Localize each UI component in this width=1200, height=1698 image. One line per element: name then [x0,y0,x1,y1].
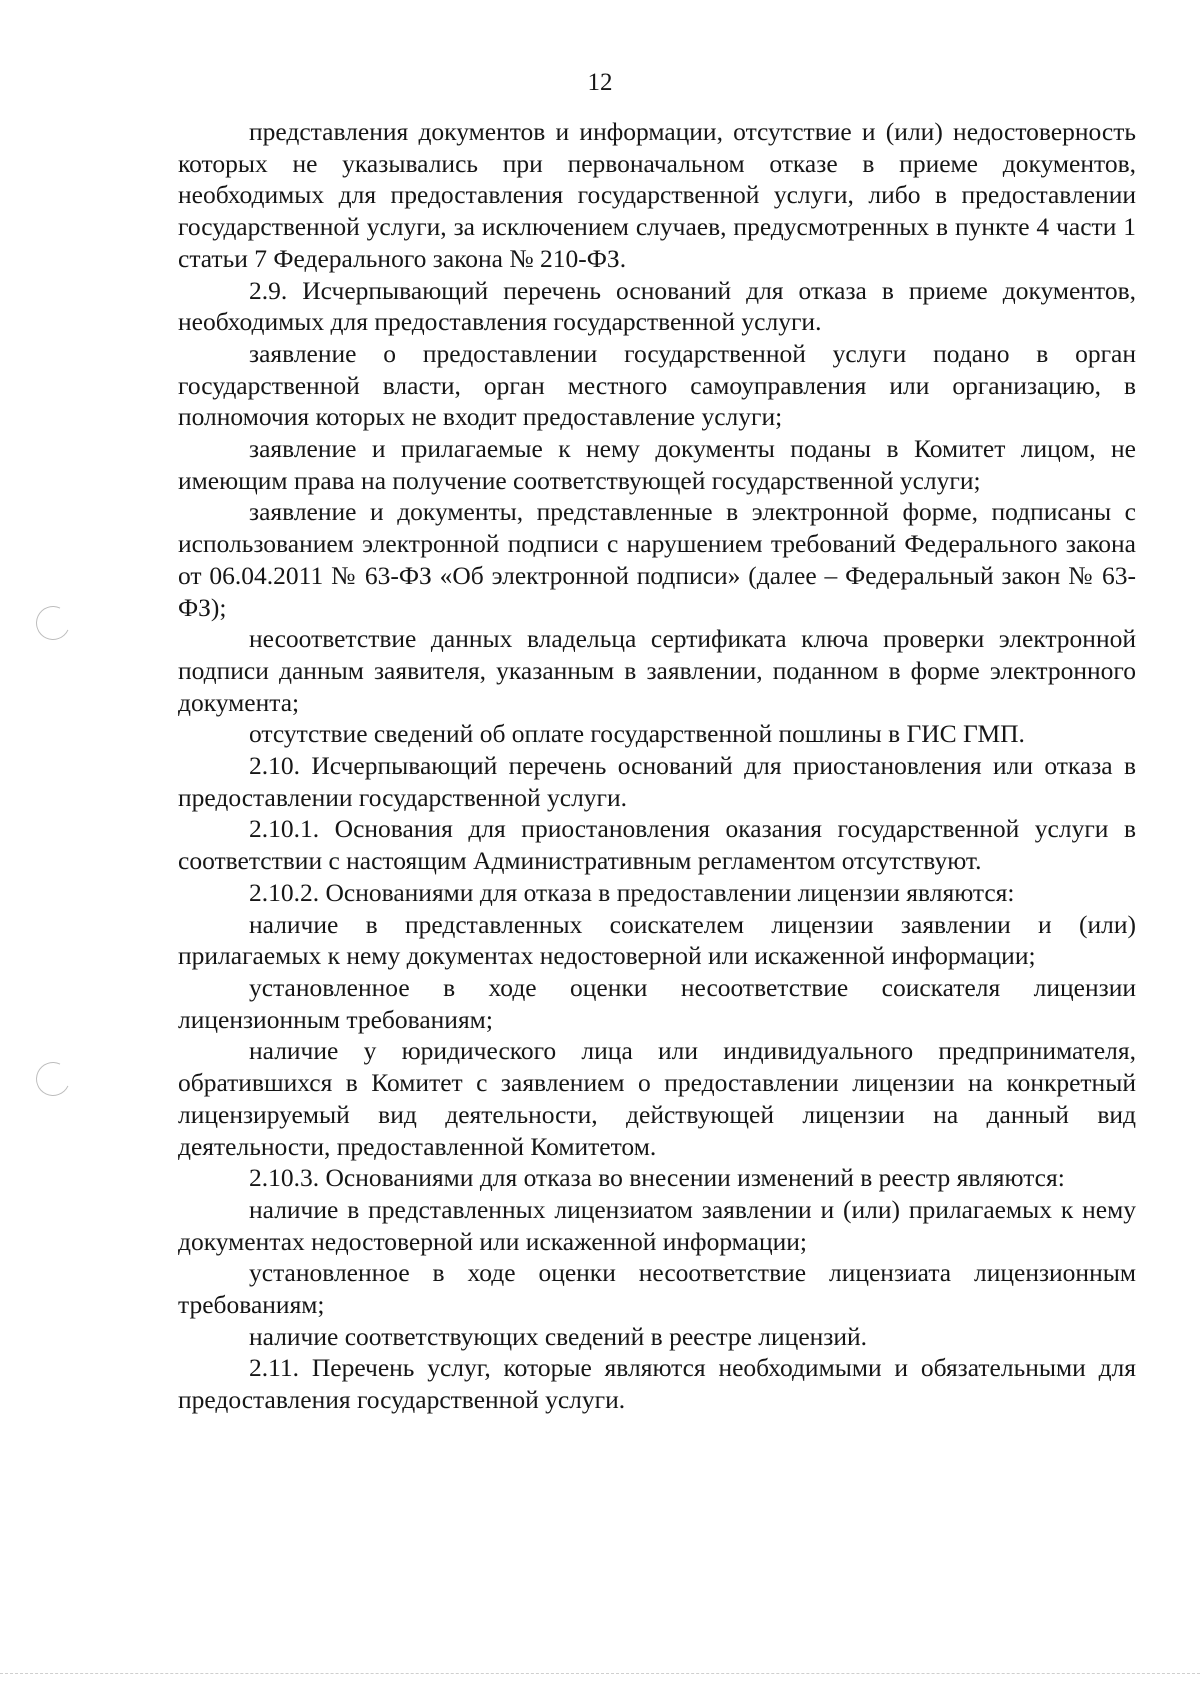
paragraph-2-11: 2.11. Перечень услуг, которые являются необходимыми и обязательными для предоставления государственной услуги. [178,1353,1136,1415]
paragraph-registry-refusal-reason: установленное в ходе оценки несоответствие лицензиата лицензионным требованиям; [178,1258,1136,1320]
paragraph-refusal-reason: несоответствие данных владельца сертификата ключа проверки электронной подписи данным заявителя, указанным в заявлении, поданном в форме электронного документа; [178,624,1136,717]
document-body [178,116,1136,1416]
paragraph-2-10-3: 2.10.3. Основаниями для отказа во внесении изменений в реестр являются: [249,1163,1065,1193]
page-number: 12 [587,69,613,96]
paragraph-2-10-2: 2.10.2. Основаниями для отказа в предоставлении лицензии являются: [249,877,1015,907]
paragraph-continuation: представления документов и информации, отсутствие и (или) недостоверность которых не указывались при первоначальном отказе в приеме документов, необходимых для предоставления государственной услуги, либо в предоставлении государственной услуги, за исключением случаев, предусмотренных в пункте 4 части 1 статьи 7 Федерального закона № 210-ФЗ. [178,117,1136,273]
paragraph-refusal-reason: заявление о предоставлении государственной услуги подано в орган государственной власти, орган местного самоуправления или организацию, в полномочия которых не входит предоставление услуги; [178,338,1136,432]
paragraph-license-refusal-reason: установленное в ходе оценки несоответствие соискателя лицензии лицензионным требованиям; [178,972,1136,1034]
paragraph-refusal-reason: заявление и прилагаемые к нему документы поданы в Комитет лицом, не имеющим права на получение соответствующей государственной услуги; [178,434,1136,495]
paragraph-2-10-1: 2.10.1. Основания для приостановления оказания государственной услуги в соответствии с настоящим Административным регламентом отсутствуют. [178,814,1136,876]
paragraph-refusal-reason: отсутствие сведений об оплате государственной пошлины в ГИС ГМП. [249,719,1025,749]
paragraph-registry-refusal-reason: наличие в представленных лицензиатом заявлении и (или) прилагаемых к нему документах недостоверной или искаженной информации; [178,1194,1136,1256]
paragraph-2-9: 2.9. Исчерпывающий перечень оснований для отказа в приеме документов, необходимых для предоставления государственной услуги. [178,275,1136,337]
punch-hole-mark [31,1057,75,1101]
paragraph-license-refusal-reason: наличие у юридического лица или индивидуального предпринимателя, обратившихся в Комитет с заявлением о предоставлении лицензии на конкретный лицензируемый вид деятельности, действующей лицензии на данный вид деятельности, предоставленной Комитетом. [178,1036,1136,1161]
paragraph-refusal-reason: заявление и документы, представленные в электронной форме, подписаны с использованием электронной подписи с нарушением требований Федерального закона от 06.04.2011 № 63-ФЗ «Об электронной подписи» (далее – Федеральный закон № 63-ФЗ); [178,497,1136,622]
punch-hole-mark [31,601,75,645]
paragraph-registry-refusal-reason: наличие соответствующих сведений в реестре лицензий. [249,1321,868,1351]
paragraph-license-refusal-reason: наличие в представленных соискателем лицензии заявлении и (или) прилагаемых к нему документах недостоверной или искаженной информации; [178,909,1136,971]
scan-edge-line [0,1673,1200,1674]
paragraph-2-10: 2.10. Исчерпывающий перечень оснований для приостановления или отказа в предоставлении государственной услуги. [178,751,1136,812]
